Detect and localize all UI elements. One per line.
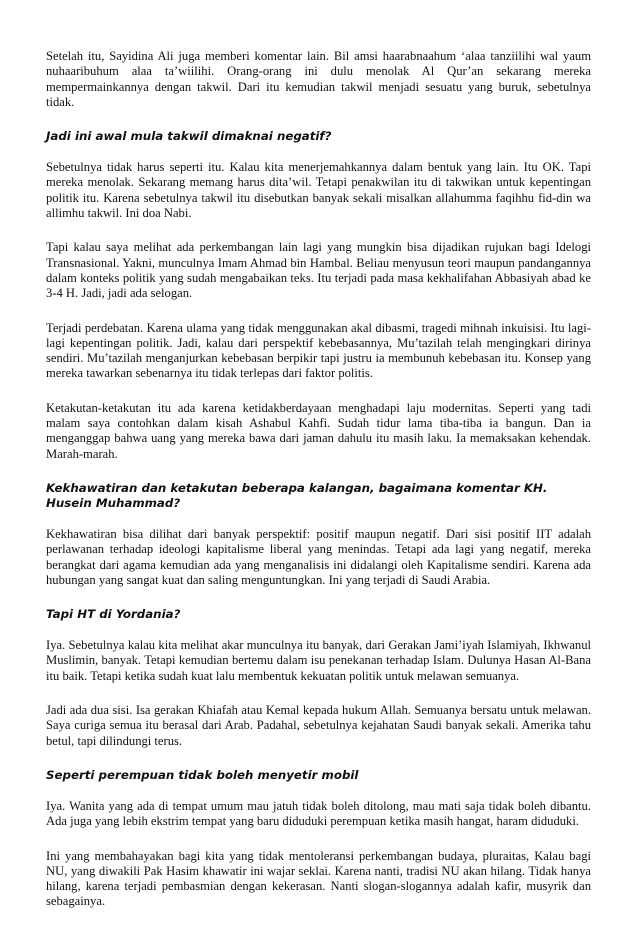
document-page (46, 49, 591, 929)
paragraph: Tapi kalau saya melihat ada perkembangan lain lagi yang mungkin bisa dijadikan rujukan bagi Idelogi Transnasional. Yakni, munculnya Imam Ahmad bin Hambal. Beliau menyusun teori maupun pandangannya dalam konteks politik yang sudah mengabaikan teks. Itu terjadi pada masa kekhalifahan Abbasiyah abad ke 3-4 H. Jadi, jadi ada selogan. (46, 240, 591, 301)
paragraph: Kekhawatiran bisa dilihat dari banyak perspektif: positif maupun negatif. Dari sisi positif IIT adalah perlawanan terhadap ideologi kapitalisme liberal yang menindas. Tetapi ada lagi yang negatif, mereka berangkat dari agama kemudian ada yang menganalisis ini didalangi oleh Kapitalisme sendiri. Karena ada hubungan yang sangat kuat dan saling menguntungkan. Ini yang terjadi di Saudi Arabia. (46, 526, 591, 587)
paragraph: Setelah itu, Sayidina Ali juga memberi komentar lain. Bil amsi haarabnaahum ‘alaa tanziilihi wal yaum nuhaaribuhum alaa ta’wiilihi. Orang-orang ini dulu menolak Al Qur’an sekarang mereka mempermainkannya dengan takwil. Dari itu kemudian takwil menjadi sesuatu yang buruk, sebetulnya tidak. (46, 49, 591, 109)
paragraph: Jadi ada dua sisi. Isa gerakan Khiafah atau Kemal kepada hukum Allah. Semuanya bersatu untuk melawan. Saya curiga semua itu berasal dari Arab. Padahal, sebetulnya kejahatan Saudi banyak sekali. Amerika tahu betul, tapi dilindungi terus. (46, 703, 591, 748)
paragraph: Sebetulnya tidak harus seperti itu. Kalau kita menerjemahkannya dalam bentuk yang lain. Itu OK. Tapi mereka menolak. Sekarang memang harus dita’wil. Tetapi penakwilan itu di takwikan untuk kepentingan politik itu. Karena sebetulnya takwil itu disebutkan banyak sekali misalkan allahumma faqihhu fid-din wa allimhu takwil. Ini doa Nabi. (46, 160, 591, 221)
paragraph: Iya. Wanita yang ada di tempat umum mau jatuh tidak boleh ditolong, mau mati saja tidak boleh dibantu. Ada juga yang lebih ekstrim tempat yang baru diduduki perempuan ketika masih hangat, haram diduduki. (46, 798, 591, 829)
paragraph: Ketakutan-ketakutan itu ada karena ketidakberdayaan menghadapi laju modernitas. Seperti yang tadi malam saya contohkan dalam kisah Ashabul Kahfi. Sudah tidur lama tiba-tiba ia bangun. Dan ia menganggap bahwa uang yang mereka bawa dari jaman dahulu itu masih laku. Ia memaksakan kehendak. Marah-marah. (46, 400, 591, 461)
paragraph: Iya. Sebetulnya kalau kita melihat akar munculnya itu banyak, dari Gerakan Jami’iyah Islamiyah, Ikhwanul Muslimin, banyak. Tetapi kemudian bertemu dalam isu penekanan terhadap Islam. Dulunya Hasan Al-Bana itu baik. Tetapi ketika sudah kuat lalu membentuk kekuatan politik untuk melawan semuanya. (46, 638, 591, 683)
section-heading: Kekhawatiran dan ketakutan beberapa kalangan, bagaimana komentar KH. Husein Muhammad? (46, 480, 548, 510)
section-heading: Seperti perempuan tidak boleh menyetir mobil (46, 767, 359, 782)
section-heading: Jadi ini awal mula takwil dimaknai negatif? (46, 129, 332, 144)
paragraph: Ini yang membahayakan bagi kita yang tidak mentoleransi perkembangan budaya, pluraitas, Kalau bagi NU, yang diwakili Pak Hasim khawatir ini wajar seklai. Karena nanti, tradisi NU akan hilang. Tidak hanya hilang, karena terjadi pembasmian dengan kekerasan. Nanti slogan-slogannya adalah kafir, musyrik dan sebagainya. (46, 848, 591, 909)
section-heading: Tapi HT di Yordania? (46, 607, 181, 622)
paragraph: Terjadi perdebatan. Karena ulama yang tidak menggunakan akal dibasmi, tragedi mihnah inkuisisi. Itu lagi-lagi kepentingan politik. Jadi, kalau dari perspektif kebebasannya, Mu’tazilah telah mengingkari dirinya sendiri. Mu’tazilah menganjurkan kebebasan berpikir tapi justru ia membunuh kebebasan itu. Konsep yang mereka tawarkan sebenarnya itu tidak terlepas dari faktor politis. (46, 320, 591, 381)
